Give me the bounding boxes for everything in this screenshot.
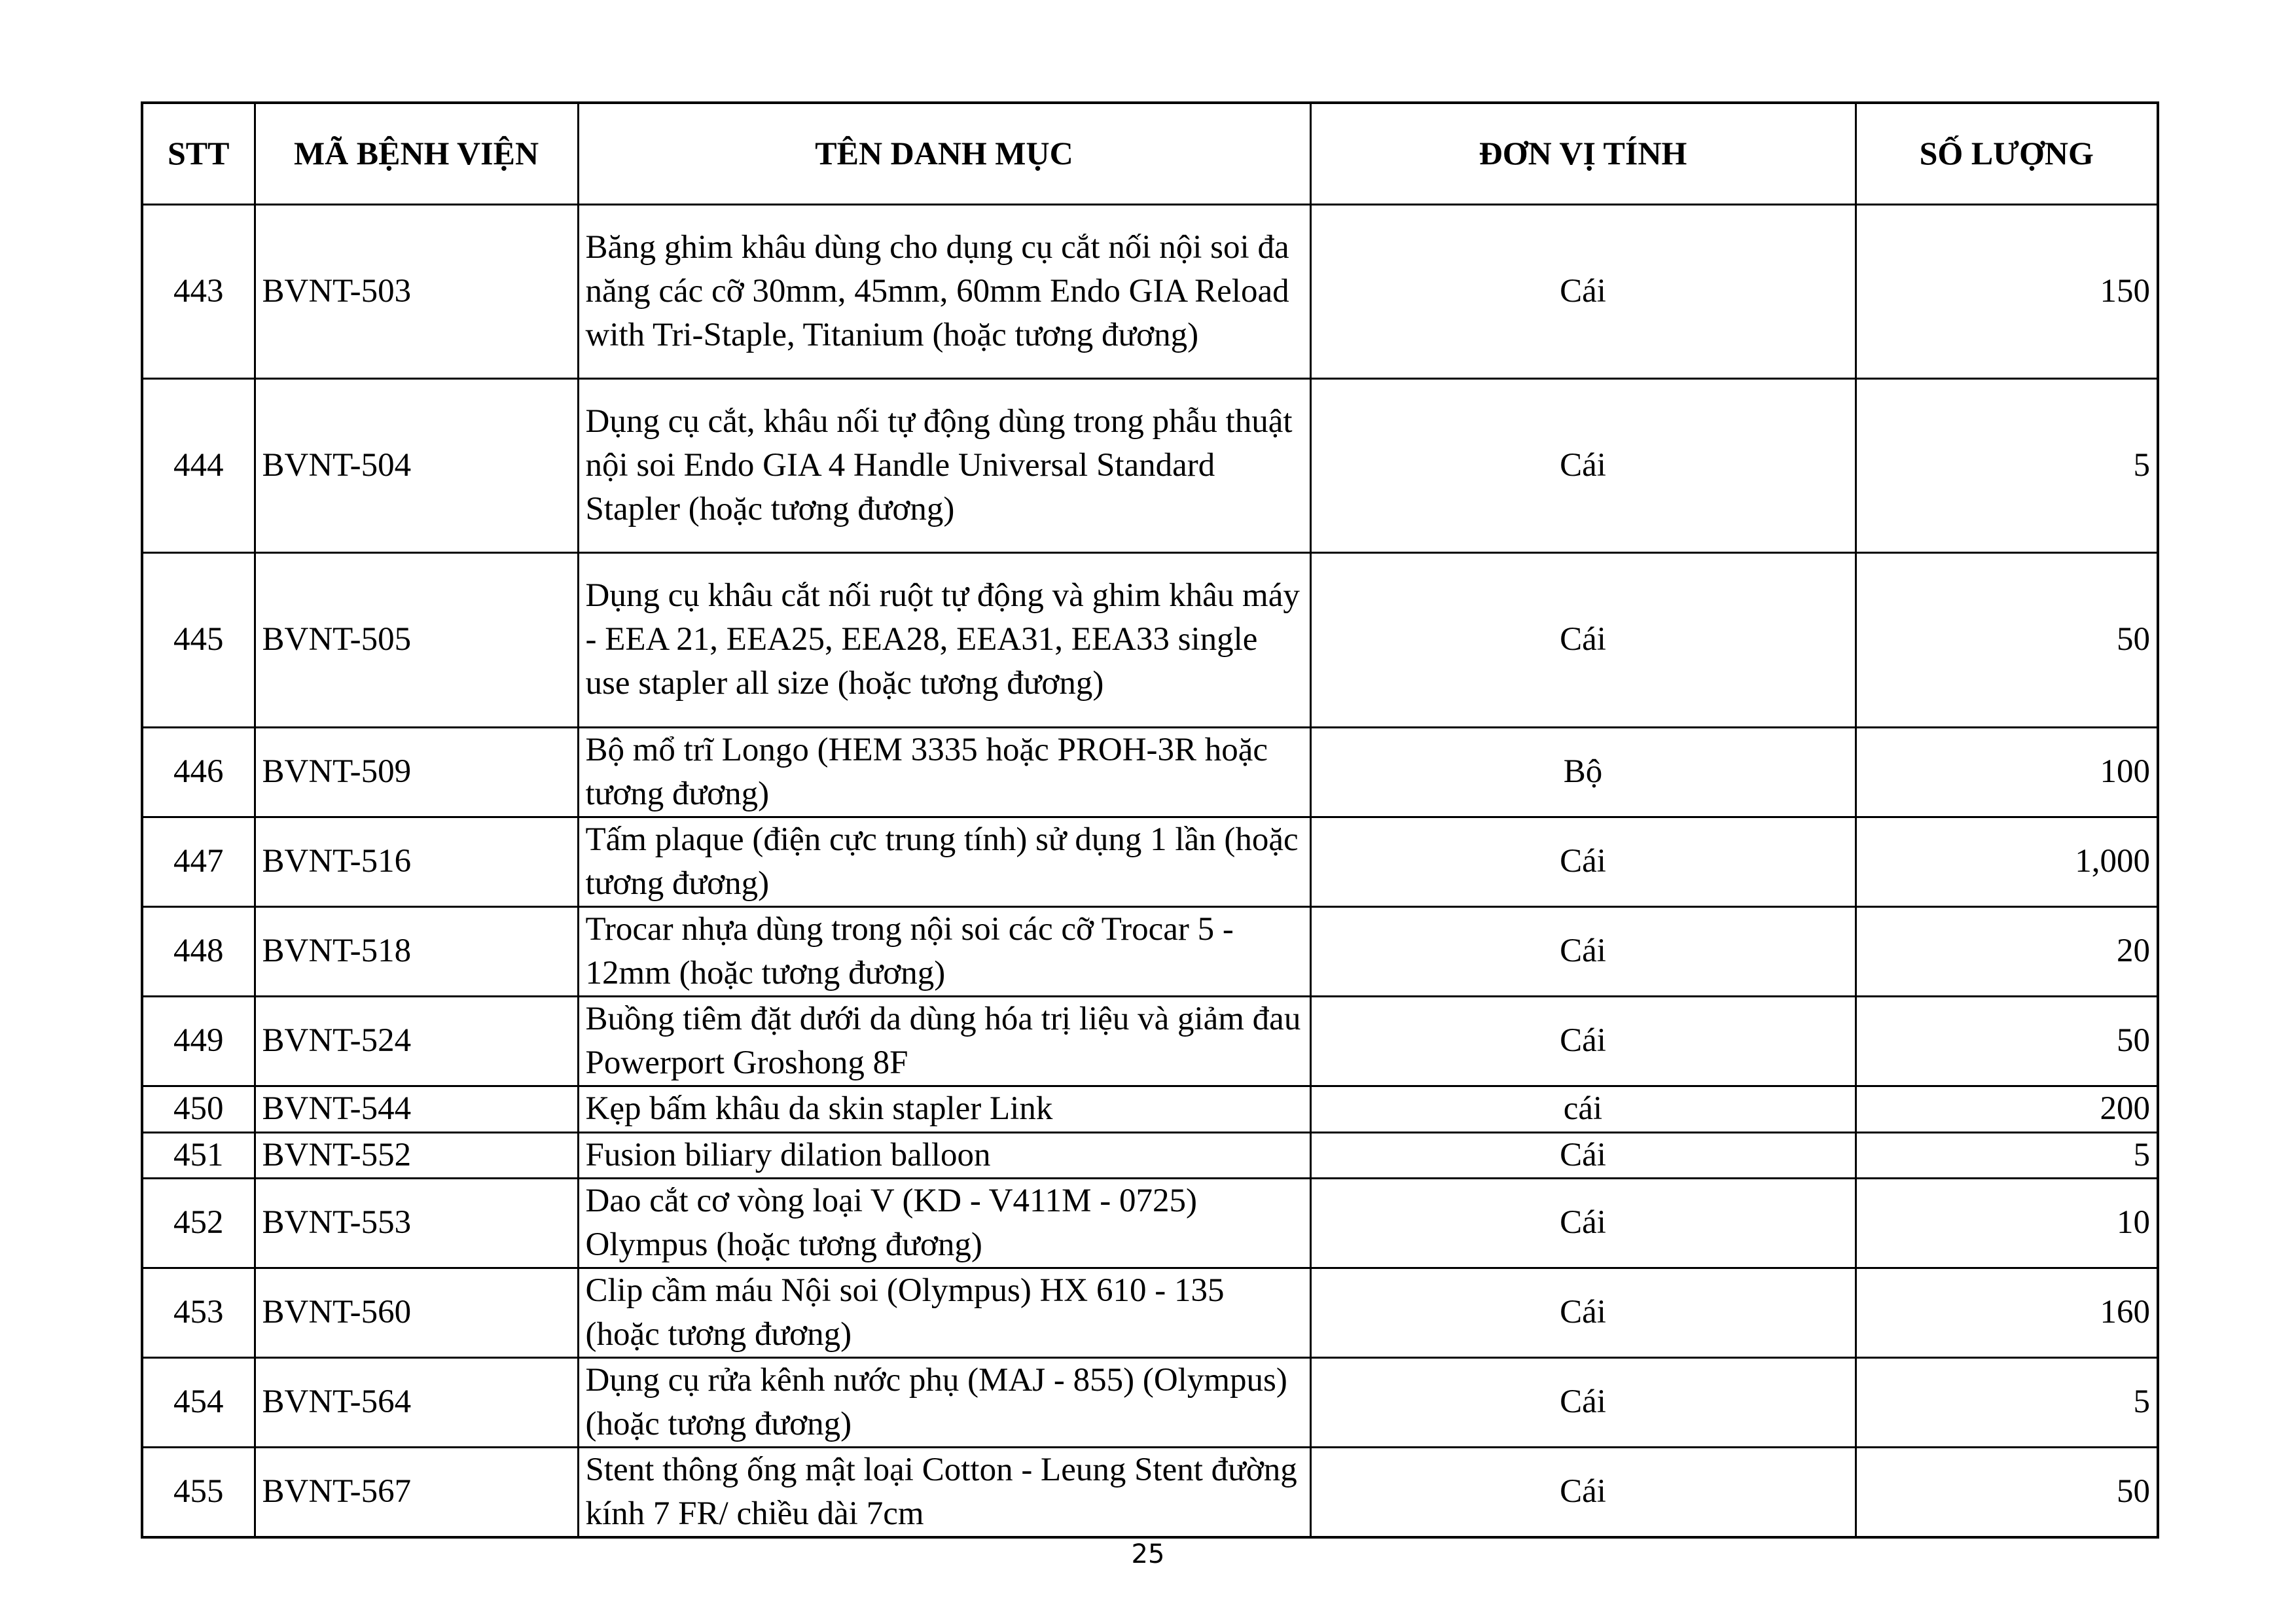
row-item-name: Stent thông ống mật loại Cotton - Leung Stent đường kính 7 FR/ chiều dài 7cm	[578, 1447, 1310, 1537]
row-quantity: 100	[1856, 727, 2158, 817]
row-quantity: 200	[1856, 1086, 2158, 1132]
row-hospital-code: BVNT-518	[255, 906, 578, 996]
row-stt: 453	[142, 1268, 255, 1357]
row-item-name: Băng ghim khâu dùng cho dụng cụ cắt nối nội soi đa năng các cỡ 30mm, 45mm, 60mm Endo GIA Reload with Tri-Staple, Titanium (hoặc tương đương)	[578, 204, 1310, 378]
row-hospital-code: BVNT-505	[255, 552, 578, 727]
page-number: 25	[1131, 1539, 1165, 1569]
row-stt: 455	[142, 1447, 255, 1537]
header-quantity: SỐ LƯỢNG	[1856, 103, 2158, 204]
row-unit: Cái	[1310, 996, 1856, 1086]
row-quantity: 1,000	[1856, 817, 2158, 906]
row-hospital-code: BVNT-564	[255, 1357, 578, 1447]
header-unit: ĐƠN VỊ TÍNH	[1310, 103, 1856, 204]
row-hospital-code: BVNT-503	[255, 204, 578, 378]
row-unit: Cái	[1310, 1447, 1856, 1537]
row-stt: 443	[142, 204, 255, 378]
row-item-name: Dao cắt cơ vòng loại V (KD - V411M - 0725) Olympus (hoặc tương đương)	[578, 1178, 1310, 1268]
row-unit: Bộ	[1310, 727, 1856, 817]
row-quantity: 160	[1856, 1268, 2158, 1357]
row-unit: Cái	[1310, 378, 1856, 552]
row-item-name: Fusion biliary dilation balloon	[578, 1132, 1310, 1178]
row-quantity: 50	[1856, 996, 2158, 1086]
row-quantity: 150	[1856, 204, 2158, 378]
row-unit: Cái	[1310, 204, 1856, 378]
table-row	[142, 552, 2158, 727]
row-unit: Cái	[1310, 1268, 1856, 1357]
row-unit: Cái	[1310, 906, 1856, 996]
supply-table	[141, 101, 2159, 1539]
row-unit: Cái	[1310, 1178, 1856, 1268]
row-item-name: Clip cầm máu Nội soi (Olympus) HX 610 - 135 (hoặc tương đương)	[578, 1268, 1310, 1357]
row-unit: Cái	[1310, 817, 1856, 906]
row-unit: Cái	[1310, 1357, 1856, 1447]
row-unit: Cái	[1310, 1132, 1856, 1178]
row-unit: cái	[1310, 1086, 1856, 1132]
table-row	[142, 1132, 2158, 1178]
row-hospital-code: BVNT-553	[255, 1178, 578, 1268]
row-item-name: Dụng cụ khâu cắt nối ruột tự động và ghim khâu máy - EEA 21, EEA25, EEA28, EEA31, EEA33 single use stapler all size (hoặc tương đương)	[578, 552, 1310, 727]
row-quantity: 5	[1856, 378, 2158, 552]
table-row	[142, 378, 2158, 552]
row-item-name: Kẹp bấm khâu da skin stapler Link	[578, 1086, 1310, 1132]
row-item-name: Tấm plaque (điện cực trung tính) sử dụng 1 lần (hoặc tương đương)	[578, 817, 1310, 906]
row-item-name: Bộ mổ trĩ Longo (HEM 3335 hoặc PROH-3R hoặc tương đương)	[578, 727, 1310, 817]
header-row	[142, 103, 2158, 204]
row-stt: 452	[142, 1178, 255, 1268]
row-item-name: Trocar nhựa dùng trong nội soi các cỡ Trocar 5 - 12mm (hoặc tương đương)	[578, 906, 1310, 996]
row-hospital-code: BVNT-567	[255, 1447, 578, 1537]
header-stt: STT	[142, 103, 255, 204]
row-item-name: Dụng cụ cắt, khâu nối tự động dùng trong phẫu thuật nội soi Endo GIA 4 Handle Universal Standard Stapler (hoặc tương đương)	[578, 378, 1310, 552]
row-stt: 450	[142, 1086, 255, 1132]
header-item-name: TÊN DANH MỤC	[578, 103, 1310, 204]
row-quantity: 50	[1856, 552, 2158, 727]
table-row	[142, 996, 2158, 1086]
row-stt: 447	[142, 817, 255, 906]
row-hospital-code: BVNT-524	[255, 996, 578, 1086]
header-hospital-code: MÃ BỆNH VIỆN	[255, 103, 578, 204]
row-quantity: 5	[1856, 1132, 2158, 1178]
table-row	[142, 1268, 2158, 1357]
row-stt: 445	[142, 552, 255, 727]
row-stt: 448	[142, 906, 255, 996]
row-quantity: 5	[1856, 1357, 2158, 1447]
row-hospital-code: BVNT-544	[255, 1086, 578, 1132]
row-hospital-code: BVNT-509	[255, 727, 578, 817]
table-row	[142, 727, 2158, 817]
row-item-name: Dụng cụ rửa kênh nước phụ (MAJ - 855) (Olympus) (hoặc tương đương)	[578, 1357, 1310, 1447]
row-hospital-code: BVNT-560	[255, 1268, 578, 1357]
row-stt: 449	[142, 996, 255, 1086]
table-row	[142, 204, 2158, 378]
table-row	[142, 1086, 2158, 1132]
row-hospital-code: BVNT-552	[255, 1132, 578, 1178]
row-unit: Cái	[1310, 552, 1856, 727]
row-stt: 454	[142, 1357, 255, 1447]
table-row	[142, 1447, 2158, 1537]
table-row	[142, 1178, 2158, 1268]
row-stt: 444	[142, 378, 255, 552]
row-item-name: Buồng tiêm đặt dưới da dùng hóa trị liệu và giảm đau Powerport Groshong 8F	[578, 996, 1310, 1086]
table-row	[142, 906, 2158, 996]
table-row	[142, 817, 2158, 906]
table-row	[142, 1357, 2158, 1447]
row-quantity: 50	[1856, 1447, 2158, 1537]
row-stt: 446	[142, 727, 255, 817]
row-stt: 451	[142, 1132, 255, 1178]
row-quantity: 20	[1856, 906, 2158, 996]
row-hospital-code: BVNT-504	[255, 378, 578, 552]
row-quantity: 10	[1856, 1178, 2158, 1268]
row-hospital-code: BVNT-516	[255, 817, 578, 906]
